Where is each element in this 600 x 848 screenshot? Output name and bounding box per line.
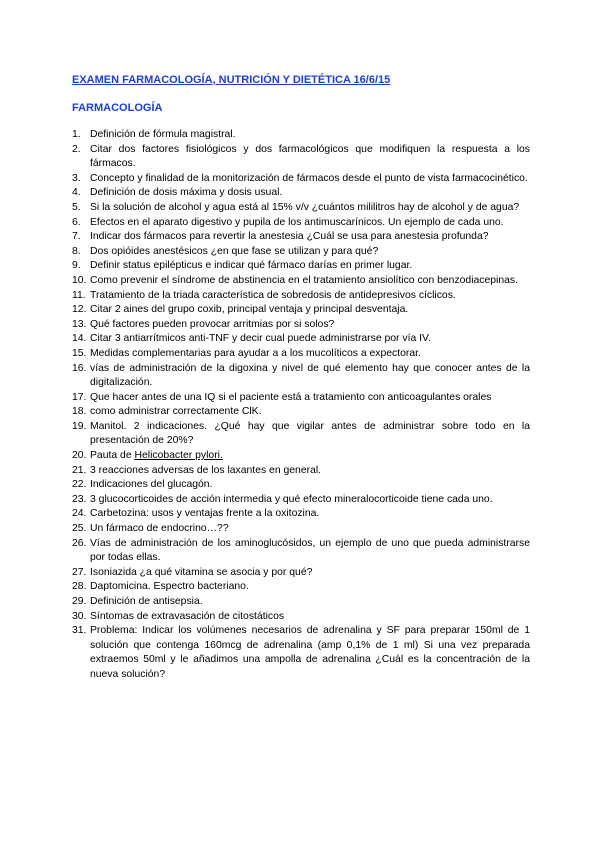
item-text: Manitol. 2 indicaciones. ¿Qué hay que vigilar antes de administrar sobre todo en la presentación de 20%?	[90, 420, 530, 447]
list-item	[72, 405, 530, 420]
item-number: 17.	[72, 391, 87, 403]
item-text: Carbetozina: usos y ventajas frente a la oxitozina.	[90, 508, 320, 520]
list-item	[72, 347, 530, 362]
item-number: 18.	[72, 406, 87, 418]
item-number: 12.	[72, 304, 87, 316]
list-item	[72, 507, 530, 522]
list-item	[72, 230, 530, 245]
exam-title: EXAMEN FARMACOLOGÍA, NUTRICIÓN Y DIETÉTICA 16/6/15	[72, 74, 391, 86]
list-item	[72, 420, 530, 449]
item-number: 2.	[72, 143, 81, 155]
item-text: Si la solución de alcohol y agua está al 15% v/v ¿cuántos mililitros hay de alcohol y de agua?	[90, 201, 520, 213]
list-item	[72, 595, 530, 610]
list-item	[72, 216, 530, 231]
section-heading: FARMACOLOGÍA	[72, 102, 163, 114]
item-text: Concepto y finalidad de la monitorización de fármacos desde el punto de vista farmacocinético.	[90, 172, 528, 184]
list-item	[72, 259, 530, 274]
item-number: 22.	[72, 479, 87, 491]
item-text: Un fármaco de endocrino…??	[90, 523, 229, 535]
item-number: 14.	[72, 333, 87, 345]
item-text: Isoniazida ¿a qué vitamina se asocia y por qué?	[90, 566, 313, 578]
item-number: 27.	[72, 566, 87, 578]
item-text: como administrar correctamente ClK.	[90, 406, 262, 418]
list-item	[72, 610, 530, 625]
item-text: Tratamiento de la triada característica de sobredosis de antidepresivos cíclicos.	[90, 289, 456, 301]
item-text: Citar 2 aines del grupo coxib, principal ventaja y principal desventaja.	[90, 304, 409, 316]
item-text: Indicaciones del glucagón.	[90, 479, 213, 491]
item-number: 11.	[72, 289, 86, 301]
list-item	[72, 464, 530, 479]
item-text: Daptomicina. Espectro bacteriano.	[90, 581, 249, 593]
list-item	[72, 566, 530, 581]
list-item	[72, 449, 530, 464]
item-text: Que hacer antes de una IQ si el paciente está a tratamiento con anticoagulantes orales	[90, 391, 492, 403]
list-item	[72, 478, 530, 493]
item-text: Definición de fórmula magistral.	[90, 129, 236, 140]
item-number: 30.	[72, 610, 87, 622]
item-number: 1.	[72, 129, 81, 140]
item-number: 19.	[72, 420, 87, 432]
item-number: 9.	[72, 260, 81, 272]
item-text-underlined: Helicobacter pylori.	[134, 450, 223, 462]
item-number: 28.	[72, 581, 87, 593]
item-number: 20.	[72, 450, 87, 462]
list-item	[72, 172, 530, 187]
list-item	[72, 186, 530, 201]
list-item	[72, 580, 530, 595]
item-text: vías de administración de la digoxina y nivel de qué elemento hay que conocer antes de la digitalización.	[90, 362, 530, 389]
item-text: Citar 3 antiarrítmicos anti-TNF y decir cual puede administrarse por vía IV.	[90, 333, 431, 345]
item-number: 7.	[72, 231, 81, 243]
list-item	[72, 537, 530, 566]
item-text: Síntomas de extravasación de citostáticos	[90, 610, 285, 622]
item-number: 10.	[72, 274, 87, 286]
item-number: 4.	[72, 187, 81, 199]
list-item	[72, 289, 530, 304]
item-text: Dos opióides anestésicos ¿en que fase se utilizan y para qué?	[90, 245, 379, 257]
list-item	[72, 201, 530, 216]
question-list	[72, 128, 530, 683]
item-text: Medidas complementarias para ayudar a a los mucolíticos a expectorar.	[90, 347, 421, 359]
item-text: Indicar dos fármacos para revertir la anestesia ¿Cuál se usa para anestesia profunda?	[90, 231, 489, 243]
item-text: Citar dos factores fisiológicos y dos farmacológicos que modifiquen la respuesta a los fármacos.	[90, 143, 530, 170]
item-number: 29.	[72, 596, 87, 607]
list-item	[72, 391, 530, 406]
item-text: Definición de antisepsia.	[90, 596, 203, 607]
list-item	[72, 274, 530, 289]
item-number: 13.	[72, 318, 87, 330]
list-item	[72, 303, 530, 318]
item-number: 24.	[72, 508, 87, 520]
item-text: Pauta de	[90, 450, 135, 462]
item-number: 26.	[72, 537, 87, 549]
item-number: 8.	[72, 245, 81, 257]
item-number: 21.	[72, 464, 87, 476]
list-item	[72, 624, 530, 682]
item-text: Definir status epilépticus e indicar qué fármaco darías en primer lugar.	[90, 260, 413, 272]
item-number: 6.	[72, 216, 81, 228]
item-text: Problema: Indicar los volúmenes necesarios de adrenalina y SF para preparar 150ml de 1 solución que contenga 160mcg de adrenalina (amp 0,1% de 1 ml) Si una vez preparada extraemos 50ml y le añadimos una ampolla de adrenalina ¿Cuál es la concentración de la nueva solución?	[90, 625, 530, 680]
item-text: Definición de dosis máxima y dosis usual.	[90, 187, 283, 199]
item-text: Vías de administración de los aminoglucósidos, un ejemplo de uno que pueda administrarse por todas ellas.	[90, 537, 530, 564]
item-number: 23.	[72, 493, 87, 505]
list-item	[72, 128, 530, 143]
list-item	[72, 493, 530, 508]
list-item	[72, 332, 530, 347]
list-item	[72, 522, 530, 537]
item-text: 3 glucocorticoides de acción intermedia y qué efecto mineralocorticoide tiene cada uno.	[90, 493, 493, 505]
item-text: Como prevenir el síndrome de abstinencia en el tratamiento ansiolítico con benzodiacepinas.	[90, 274, 518, 286]
item-number: 5.	[72, 201, 81, 213]
list-item	[72, 318, 530, 333]
item-number: 25.	[72, 523, 87, 535]
list-item	[72, 143, 530, 172]
item-number: 15.	[72, 347, 87, 359]
list-item	[72, 245, 530, 260]
item-text: Efectos en el aparato digestivo y pupila de los antimuscarínicos. Un ejemplo de cada uno.	[90, 216, 504, 228]
item-number: 31.	[72, 625, 87, 637]
list-item	[72, 362, 530, 391]
item-number: 3.	[72, 172, 81, 184]
item-text: Qué factores pueden provocar arritmias por si solos?	[90, 318, 335, 330]
item-text: 3 reacciones adversas de los laxantes en general.	[90, 464, 322, 476]
item-number: 16.	[72, 362, 87, 374]
